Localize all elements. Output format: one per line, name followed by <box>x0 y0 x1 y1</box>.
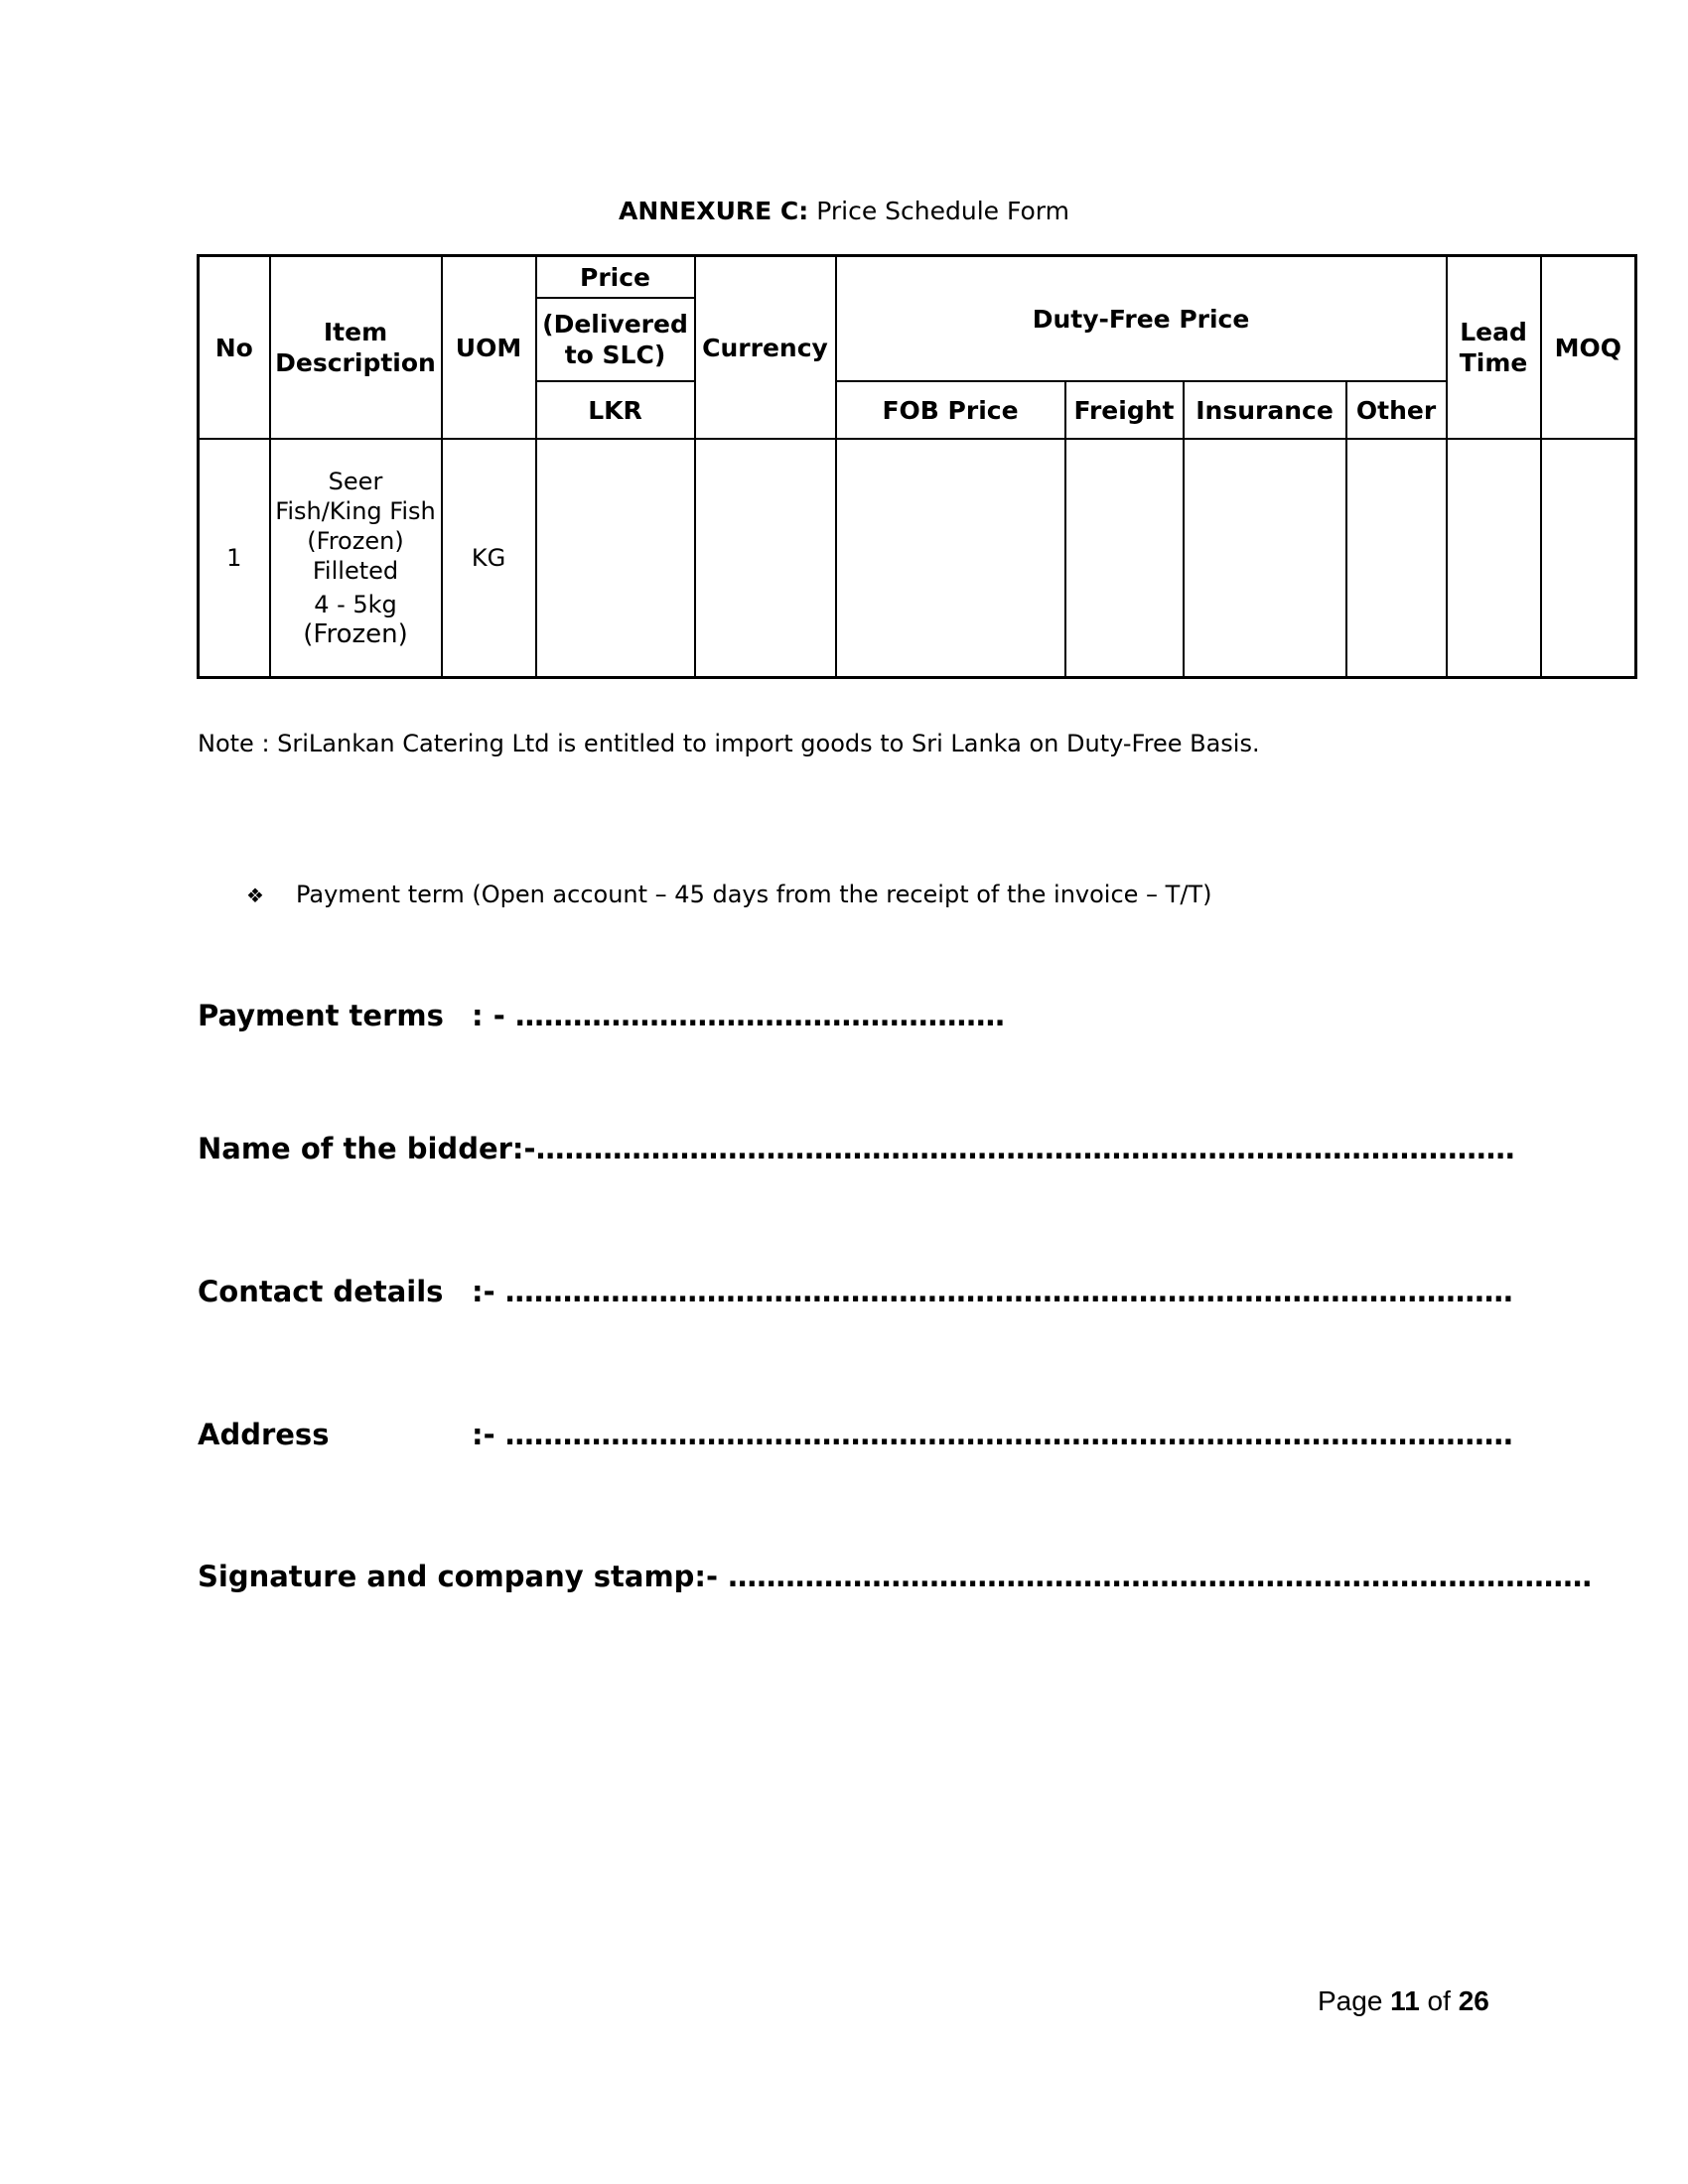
header-currency: Currency <box>695 256 836 440</box>
cell-insurance[interactable] <box>1184 439 1346 678</box>
duty-free-note: Note : SriLankan Catering Ltd is entitled to import goods to Sri Lanka on Duty-Free Basis. <box>198 730 1260 757</box>
signature-separator <box>718 1560 728 1593</box>
header-price: Price <box>536 256 695 299</box>
address-separator: :- <box>472 1418 505 1451</box>
title-text: Price Schedule Form <box>808 197 1069 225</box>
cell-lkr[interactable] <box>536 439 695 678</box>
cell-freight[interactable] <box>1065 439 1184 678</box>
item-name: Seer Fish/King Fish (Frozen) Filleted <box>275 468 436 585</box>
cell-uom: KG <box>442 439 536 678</box>
payment-term-text: Payment term (Open account – 45 days from the receipt of the invoice – T/T) <box>296 881 1212 908</box>
table-row <box>199 439 1636 678</box>
bidder-name-field <box>198 1132 1515 1165</box>
header-lkr: LKR <box>536 381 695 439</box>
bidder-name-label: Name of the bidder:- <box>198 1132 536 1165</box>
header-price-delivered: (Delivered to SLC) <box>536 298 695 381</box>
contact-details-separator: :- <box>472 1275 505 1308</box>
page-title <box>0 197 1688 225</box>
item-state: (Frozen) <box>303 619 408 649</box>
cell-currency[interactable] <box>695 439 836 678</box>
header-uom: UOM <box>442 256 536 440</box>
contact-details-label: Contact details <box>198 1275 444 1308</box>
signature-field <box>198 1560 1592 1593</box>
address-label: Address <box>198 1418 330 1451</box>
address-input[interactable]: …………………………………………………………………………………………… <box>504 1418 1513 1451</box>
signature-input[interactable]: ……………………………………………………………………………… <box>728 1560 1593 1593</box>
header-insurance: Insurance <box>1184 381 1346 439</box>
address-field <box>198 1418 1513 1451</box>
payment-terms-field <box>198 999 1005 1032</box>
page-total: 26 <box>1458 1985 1489 2016</box>
payment-terms-label: Payment terms <box>198 999 444 1032</box>
header-lead-time: Lead Time <box>1447 256 1541 440</box>
bidder-name-input[interactable]: ………………………………………………………………………………………… <box>535 1132 1515 1165</box>
payment-terms-input[interactable]: …………………………………………… <box>514 999 1005 1032</box>
diamond-bullet-icon: ❖ <box>246 884 264 907</box>
header-item-description: Item Description <box>270 256 442 440</box>
header-fob-price: FOB Price <box>836 381 1065 439</box>
cell-item-description <box>270 439 442 678</box>
header-row-1 <box>199 256 1636 299</box>
payment-terms-separator: : - <box>472 999 515 1032</box>
header-other: Other <box>1346 381 1447 439</box>
page-number <box>1318 1985 1489 2017</box>
page-label: Page <box>1318 1985 1391 2016</box>
title-prefix: ANNEXURE C: <box>619 197 809 225</box>
header-moq: MOQ <box>1541 256 1636 440</box>
payment-term-bullet <box>246 881 1211 908</box>
price-schedule-table <box>197 254 1637 679</box>
contact-details-input[interactable]: …………………………………………………………………………………………… <box>504 1275 1513 1308</box>
header-freight: Freight <box>1065 381 1184 439</box>
page-current: 11 <box>1390 1985 1420 2016</box>
header-duty-free-price: Duty-Free Price <box>836 256 1447 382</box>
signature-label: Signature and company stamp:- <box>198 1560 719 1593</box>
cell-no: 1 <box>199 439 270 678</box>
page-of: of <box>1419 1985 1459 2016</box>
header-no: No <box>199 256 270 440</box>
cell-lead-time[interactable] <box>1447 439 1541 678</box>
cell-fob-price[interactable] <box>836 439 1065 678</box>
item-weight: 4 - 5kg <box>314 591 397 618</box>
contact-details-field <box>198 1275 1513 1308</box>
cell-other[interactable] <box>1346 439 1447 678</box>
cell-moq[interactable] <box>1541 439 1636 678</box>
